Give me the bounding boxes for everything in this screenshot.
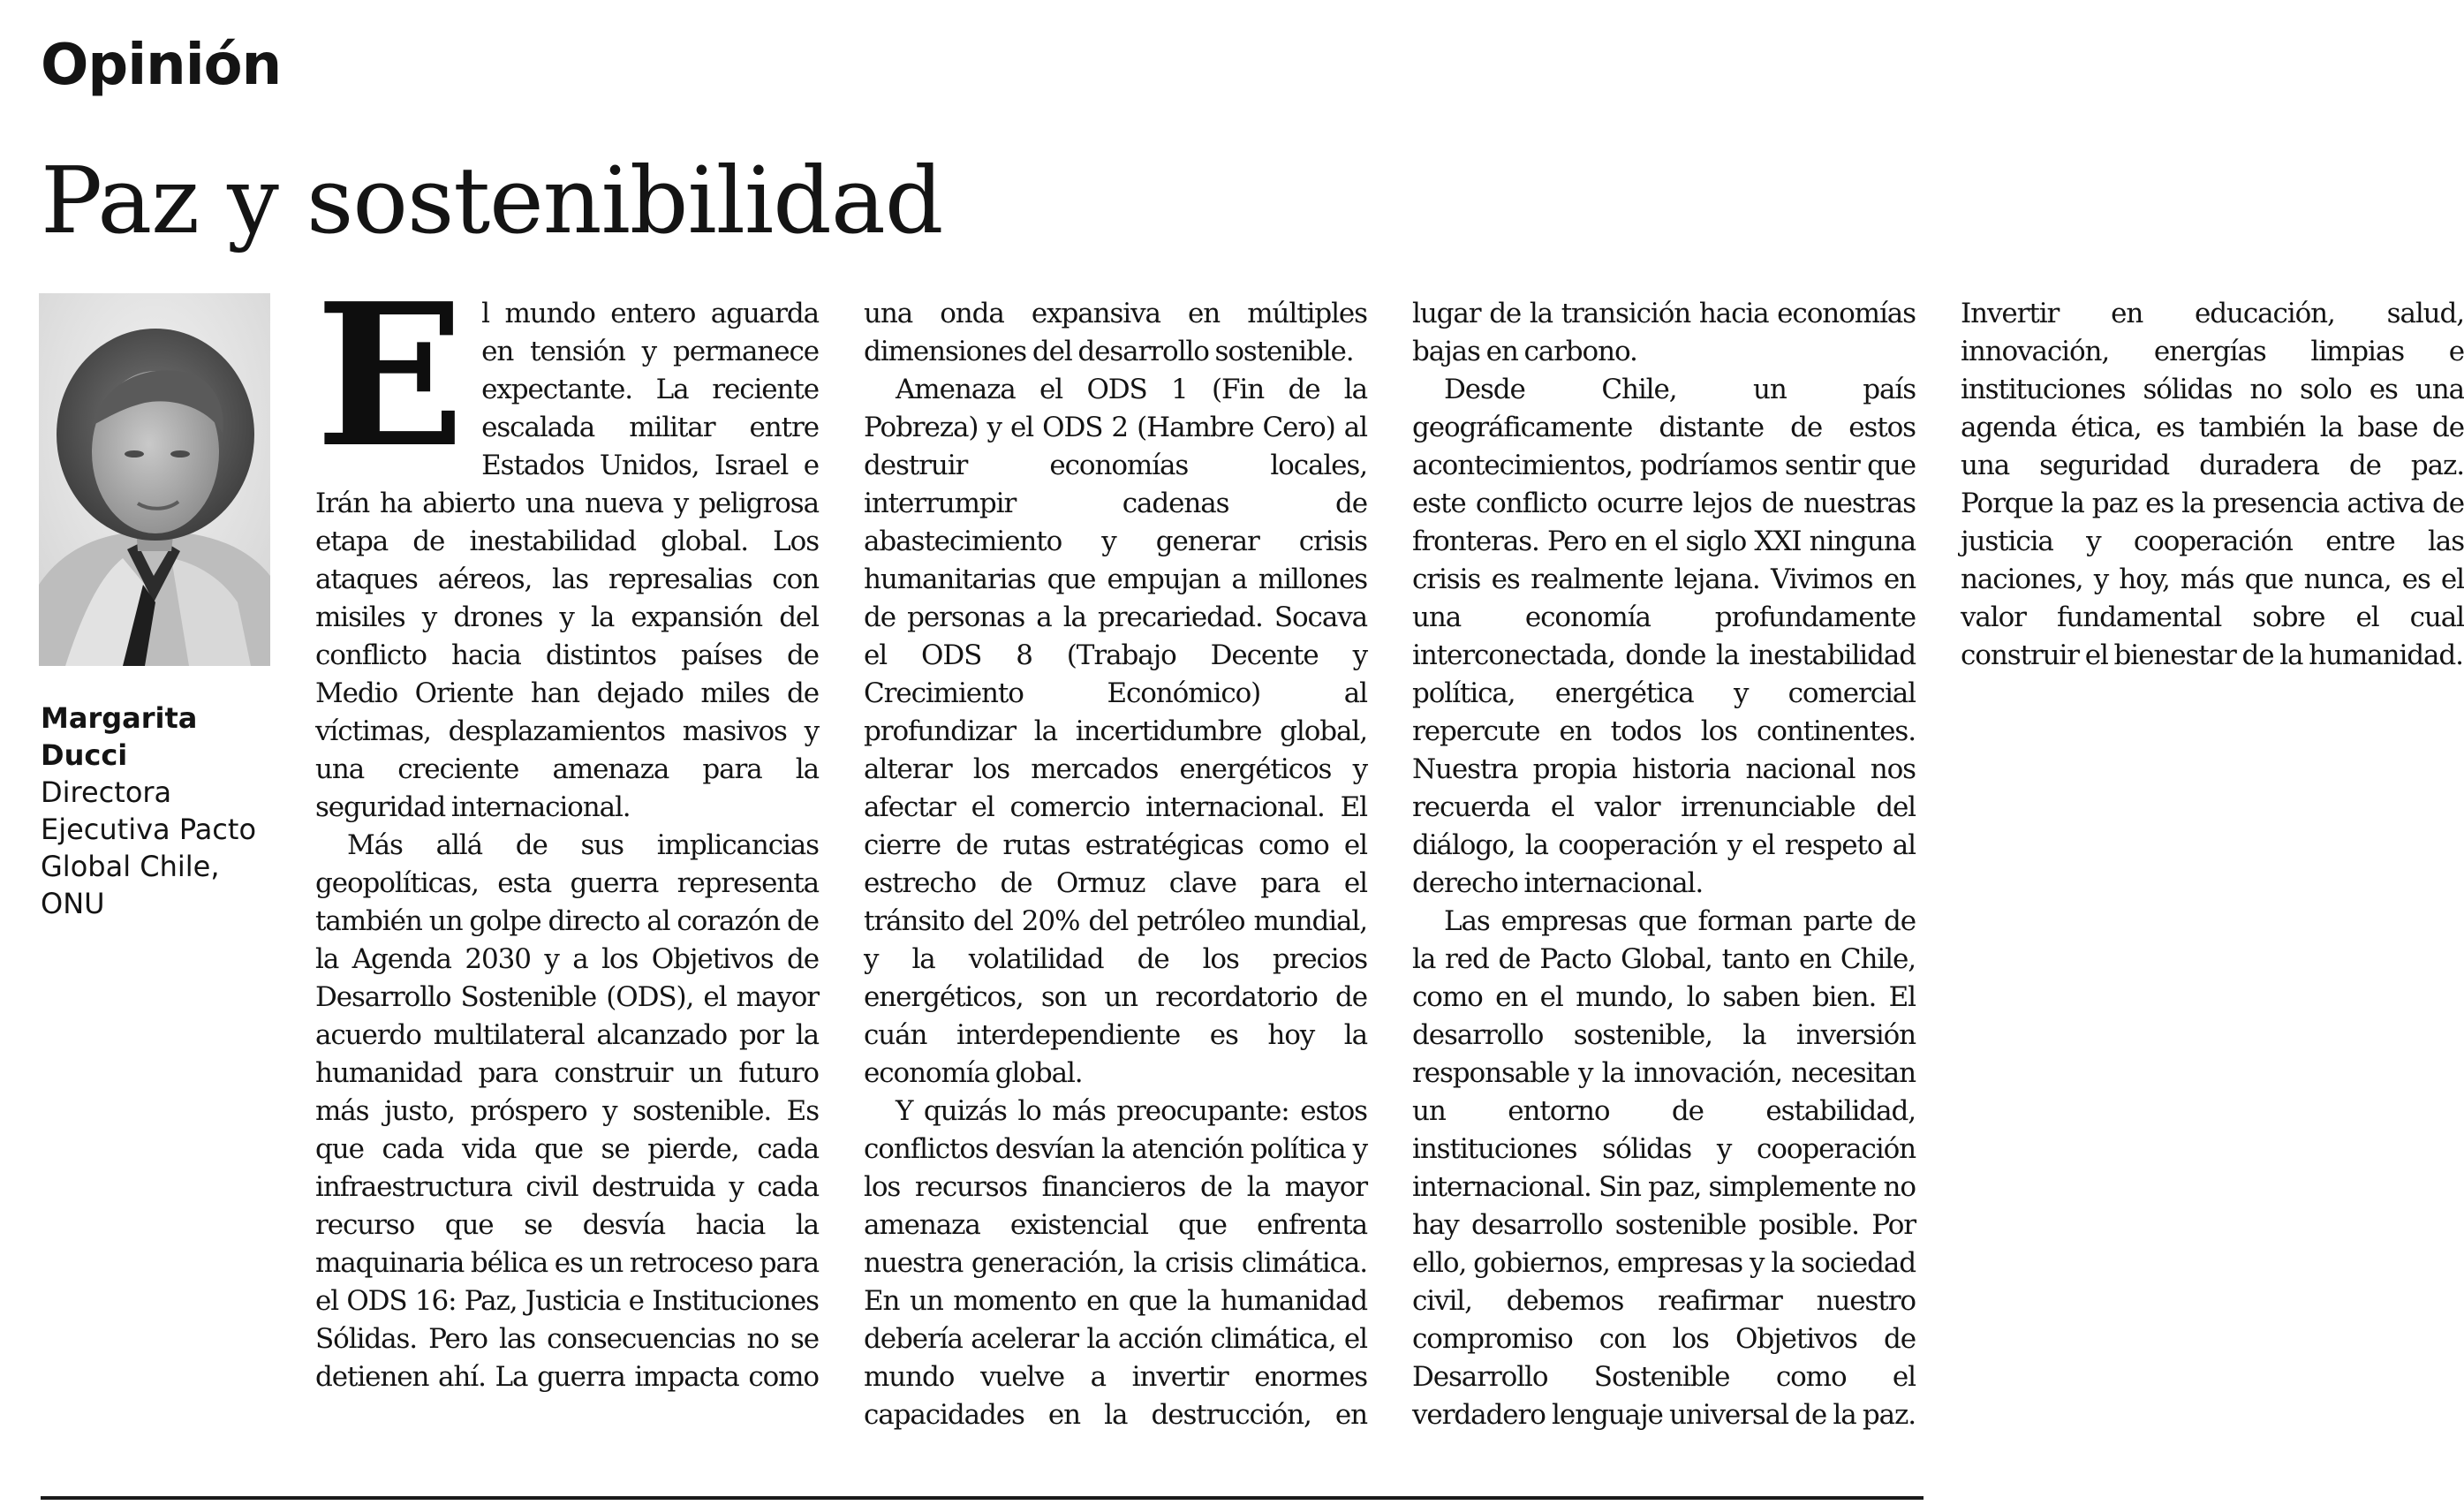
author-role: Directora Ejecutiva Pacto Global Chile, ONU (41, 775, 257, 920)
article-paragraph: Amenaza el ODS 1 (Fin de la Pobreza) y el ODS 2 (Hambre Cero) al destruir economías locales, interrumpir cadenas de abastecimiento y generar crisis humanitarias que empujan a millones de personas a la precariedad. Socava el ODS 8 (Trabajo Decente y Crecimiento Económico) al profundizar la incertidumbre global, alterar los mercados energéticos y afectar el comercio internacional. El cierre de rutas estratégicas como el estrecho de Ormuz clave para el tránsito del 20% del petróleo mundial, y la volatilidad de los precios energéticos, son un recordatorio de cuán interdependiente es hoy la economía global. (864, 374, 1367, 1089)
article-body (315, 261, 2464, 1470)
author-photo (39, 293, 270, 666)
author-name: Margarita Ducci (41, 701, 198, 772)
author-byline (41, 700, 261, 922)
article-paragraph: Las empresas que forman parte de la red de Pacto Global, tanto en Chile, como en el mundo, lo saben bien. El desarrollo sostenible, la inversión responsable y la innovación, necesitan un entorno de estabilidad, instituciones sólidas y cooperación internacional. Sin paz, simplemente no hay desarrollo sostenible posible. Por ello, gobiernos, empresas y la sociedad civil, debemos reafirmar nuestro compromiso con los Objetivos de Desarrollo Sostenible como el verdadero lenguaje universal de la paz. Invertir en educación, salud, innovación, energías limpias e instituciones sólidas no solo es una agenda ética, es también la base de una seguridad duradera de paz. Porque la paz es la presencia activa de justicia y cooperación entre las naciones, y hoy, más que nunca, es el valor fundamental sobre el cual construir el bienestar de la humanidad. (1412, 298, 2464, 1431)
article-paragraph: Más allá de sus implicancias geopolíticas, esta guerra representa también un golpe directo al corazón de la Agenda 2030 y a los Objetivos de Desarrollo Sostenible (ODS), el mayor acuerdo multilateral alcanzado por la humanidad para construir un futuro más justo, próspero y sostenible. Es que cada vida que se pierde, cada infraestructura civil destruida y cada recurso que se desvía hacia la maquinaria bélica es un retroceso para el ODS 16: Paz, Justicia e Instituciones Sólidas. Pero las consecuencias no se detienen ahí. La guerra impacta como una onda expansiva en múltiples dimensiones del desarrollo sostenible. (315, 298, 1367, 1393)
author-portrait-icon (39, 293, 270, 666)
dropcap-letter: E (315, 261, 465, 491)
article-headline: Paz y sostenibilidad (41, 147, 943, 254)
section-label: Opinión (41, 33, 282, 98)
article-paragraph: Y quizás lo más preocupante: estos conflictos desvían la atención política y los recursos financieros de la mayor amenaza existencial que enfrenta nuestra generación, la crisis climática. En un momento en que la humanidad debería acelerar la acción climática, el mundo vuelve a invertir enormes capacidades en la destrucción, en lugar de la transición hacia economías bajas en carbono. (864, 298, 1916, 1431)
article-paragraph: l mundo entero aguarda en tensión y permanece expectante. La reciente escalada militar entre Estados Unidos, Israel e Irán ha abierto una nueva y peligrosa etapa de inestabilidad global. Los ataques aéreos, las represalias con misiles y drones y la expansión del conflicto hacia distintos países de Medio Oriente han dejado miles de víctimas, desplazamientos masivos y una creciente amenaza para la seguridad internacional. (315, 298, 819, 823)
bottom-rule (41, 1496, 1924, 1500)
article-paragraph: Desde Chile, un país geográficamente distante de estos acontecimientos, podríamos sentir que este conflicto ocurre lejos de nuestras fronteras. Pero en el siglo XXI ninguna crisis es realmente lejana. Vivimos en una economía profundamente interconectada, donde la inestabilidad política, energética y comercial repercute en todos los continentes. Nuestra propia historia nacional nos recuerda el valor irrenunciable del diálogo, la cooperación y el respeto al derecho internacional. (1412, 374, 1916, 899)
